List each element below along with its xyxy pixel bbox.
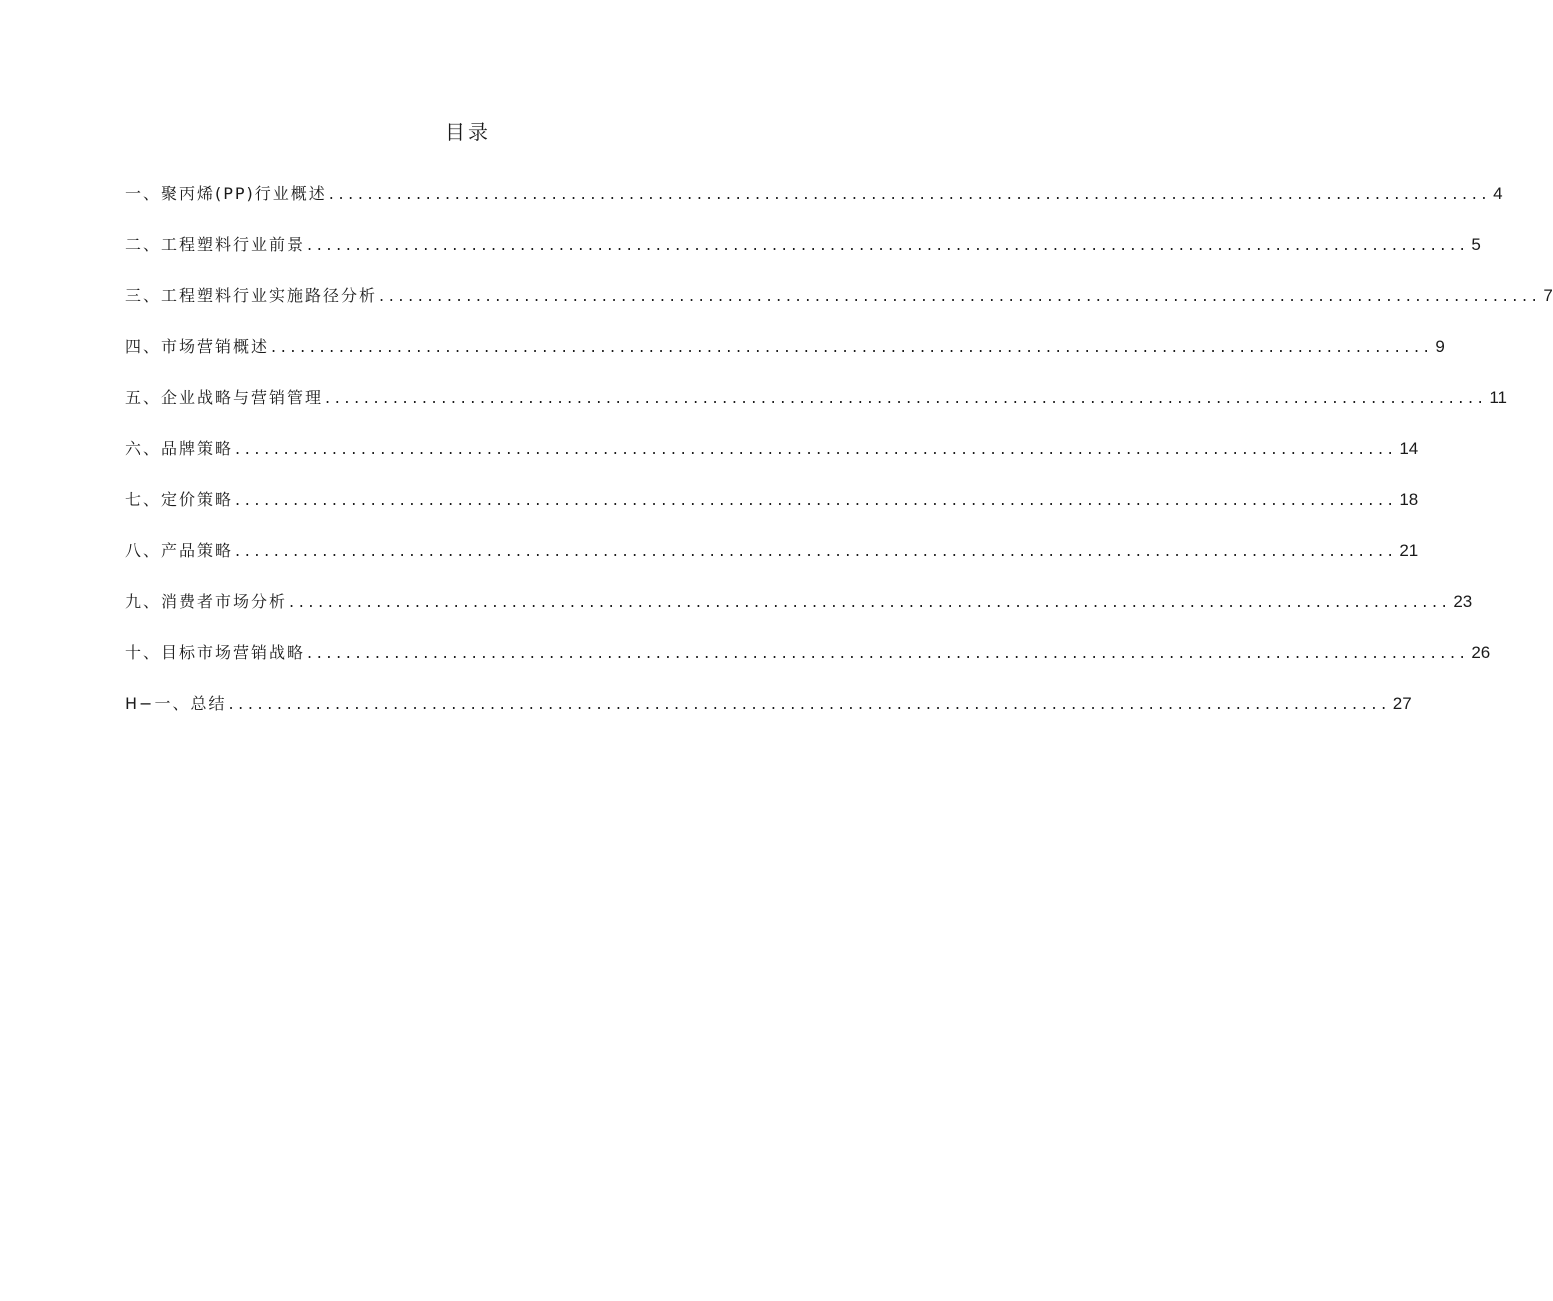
toc-entry[interactable]: [125, 640, 1491, 691]
toc-dot-leader: ........................................................................................................................: [379, 286, 1542, 305]
toc-page-number: 27: [1392, 694, 1412, 713]
toc-dot-leader: ........................................................................................................................: [328, 184, 1492, 203]
toc-dot-leader: ........................................................................................................................: [235, 541, 1398, 560]
toc-page-number: 18: [1399, 490, 1419, 509]
toc-entry[interactable]: [125, 691, 1412, 742]
toc-entry[interactable]: [125, 436, 1419, 487]
toc-dot-leader: ........................................................................................................................: [289, 592, 1452, 611]
toc-entry-label: 七、定价策略: [125, 490, 234, 509]
toc-entry-label: 五、企业战略与营销管理: [125, 388, 324, 407]
toc-entry[interactable]: [125, 181, 1503, 232]
toc-entry[interactable]: [125, 487, 1419, 538]
table-of-contents: [125, 181, 1553, 742]
toc-dot-leader: ........................................................................................................................: [307, 643, 1470, 662]
toc-entry[interactable]: [125, 334, 1445, 385]
toc-entry[interactable]: [125, 589, 1473, 640]
toc-page-number: 23: [1453, 592, 1473, 611]
toc-dot-leader: ........................................................................................................................: [307, 235, 1470, 254]
toc-page-number: 26: [1471, 643, 1491, 662]
toc-entry-label: 九、消费者市场分析: [125, 592, 288, 611]
toc-page-number: 11: [1489, 388, 1507, 407]
toc-page-number: 9: [1435, 337, 1445, 356]
toc-dot-leader: ........................................................................................................................: [235, 439, 1398, 458]
toc-entry-label: 三、工程塑料行业实施路径分析: [125, 286, 378, 305]
toc-entry-label: 十、目标市场营销战略: [125, 643, 306, 662]
toc-dot-leader: ........................................................................................................................: [271, 337, 1434, 356]
toc-entry-label: 四、市场营销概述: [125, 337, 270, 356]
toc-entry-label: 二、工程塑料行业前景: [125, 235, 306, 254]
toc-page-number: 4: [1493, 184, 1503, 203]
toc-dot-leader: ........................................................................................................................: [235, 490, 1398, 509]
toc-dot-leader: ........................................................................................................................: [228, 694, 1391, 713]
toc-entry[interactable]: [125, 538, 1419, 589]
toc-entry[interactable]: [125, 385, 1507, 436]
toc-entry-label: 六、品牌策略: [125, 439, 234, 458]
toc-entry-label: 一、聚丙烯(PP)行业概述: [125, 184, 327, 203]
toc-title: 目录: [445, 120, 491, 144]
toc-page-number: 21: [1399, 541, 1419, 560]
toc-entry-label: H−一、总结: [125, 694, 227, 713]
toc-entry-label: 八、产品策略: [125, 541, 234, 560]
toc-dot-leader: ........................................................................................................................: [325, 388, 1488, 407]
toc-entry[interactable]: [125, 232, 1481, 283]
toc-page-number: 14: [1399, 439, 1419, 458]
toc-page-number: 7: [1543, 286, 1553, 305]
toc-page-number: 5: [1471, 235, 1481, 254]
toc-entry[interactable]: [125, 283, 1553, 334]
